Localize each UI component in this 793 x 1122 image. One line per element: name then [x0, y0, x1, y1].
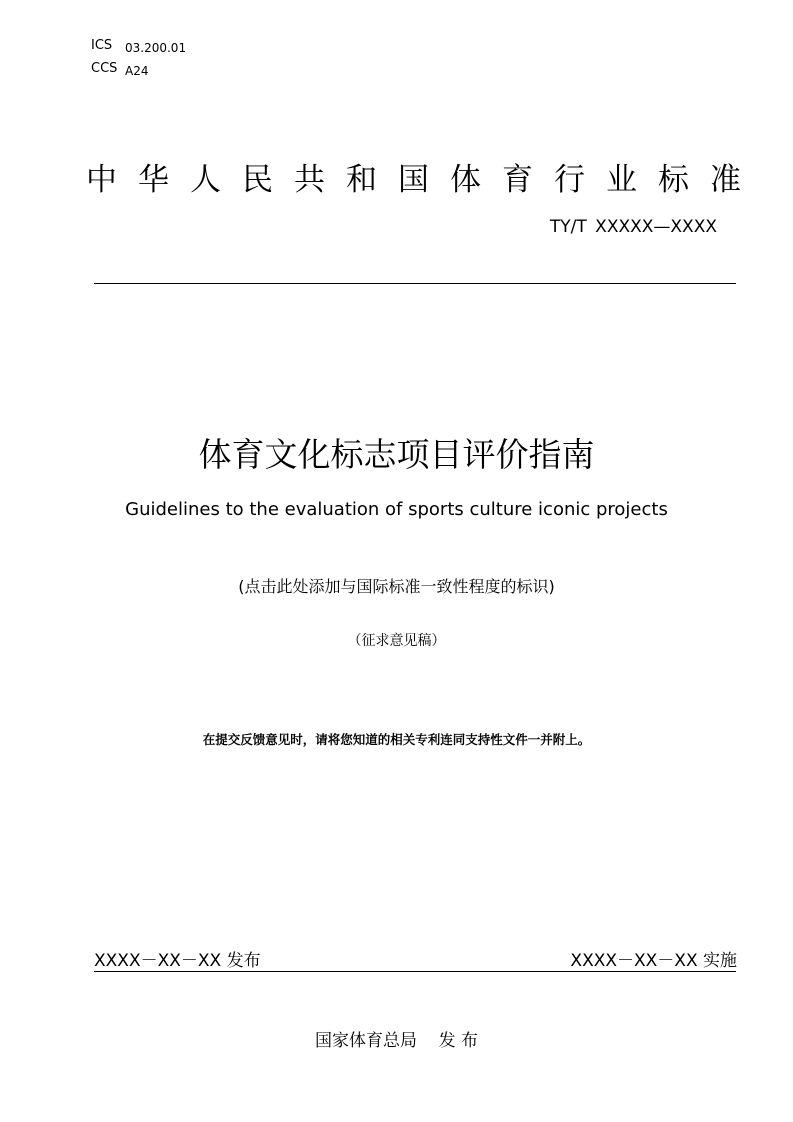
patent-notice: 在提交反馈意见时，请将您知道的相关专利连同支持性文件一并附上。	[202, 732, 591, 747]
publish-date: XXXX－XX－XX 发布	[94, 951, 261, 971]
title-chinese: 体育文化标志项目评价指南	[198, 435, 595, 474]
ccs-label: CCS	[91, 61, 118, 76]
consistency-note[interactable]: (点击此处添加与国际标准一致性程度的标识)	[238, 577, 555, 596]
ics-value: 03.200.01	[125, 41, 187, 55]
implement-date: XXXX－XX－XX 实施	[570, 951, 737, 971]
standard-name: 中华人民共和国体育行业标准	[86, 162, 762, 198]
standard-code: TY/T XXXXX—XXXX	[549, 217, 717, 237]
ccs-value: A24	[125, 64, 149, 78]
publisher: 国家体育总局 发 布	[314, 1031, 479, 1051]
ics-label: ICS	[91, 38, 113, 53]
draft-status: （征求意见稿）	[347, 633, 446, 649]
title-english: Guidelines to the evaluation of sports culture iconic projects	[125, 499, 668, 520]
header-divider	[94, 283, 736, 284]
footer-divider	[94, 971, 736, 972]
